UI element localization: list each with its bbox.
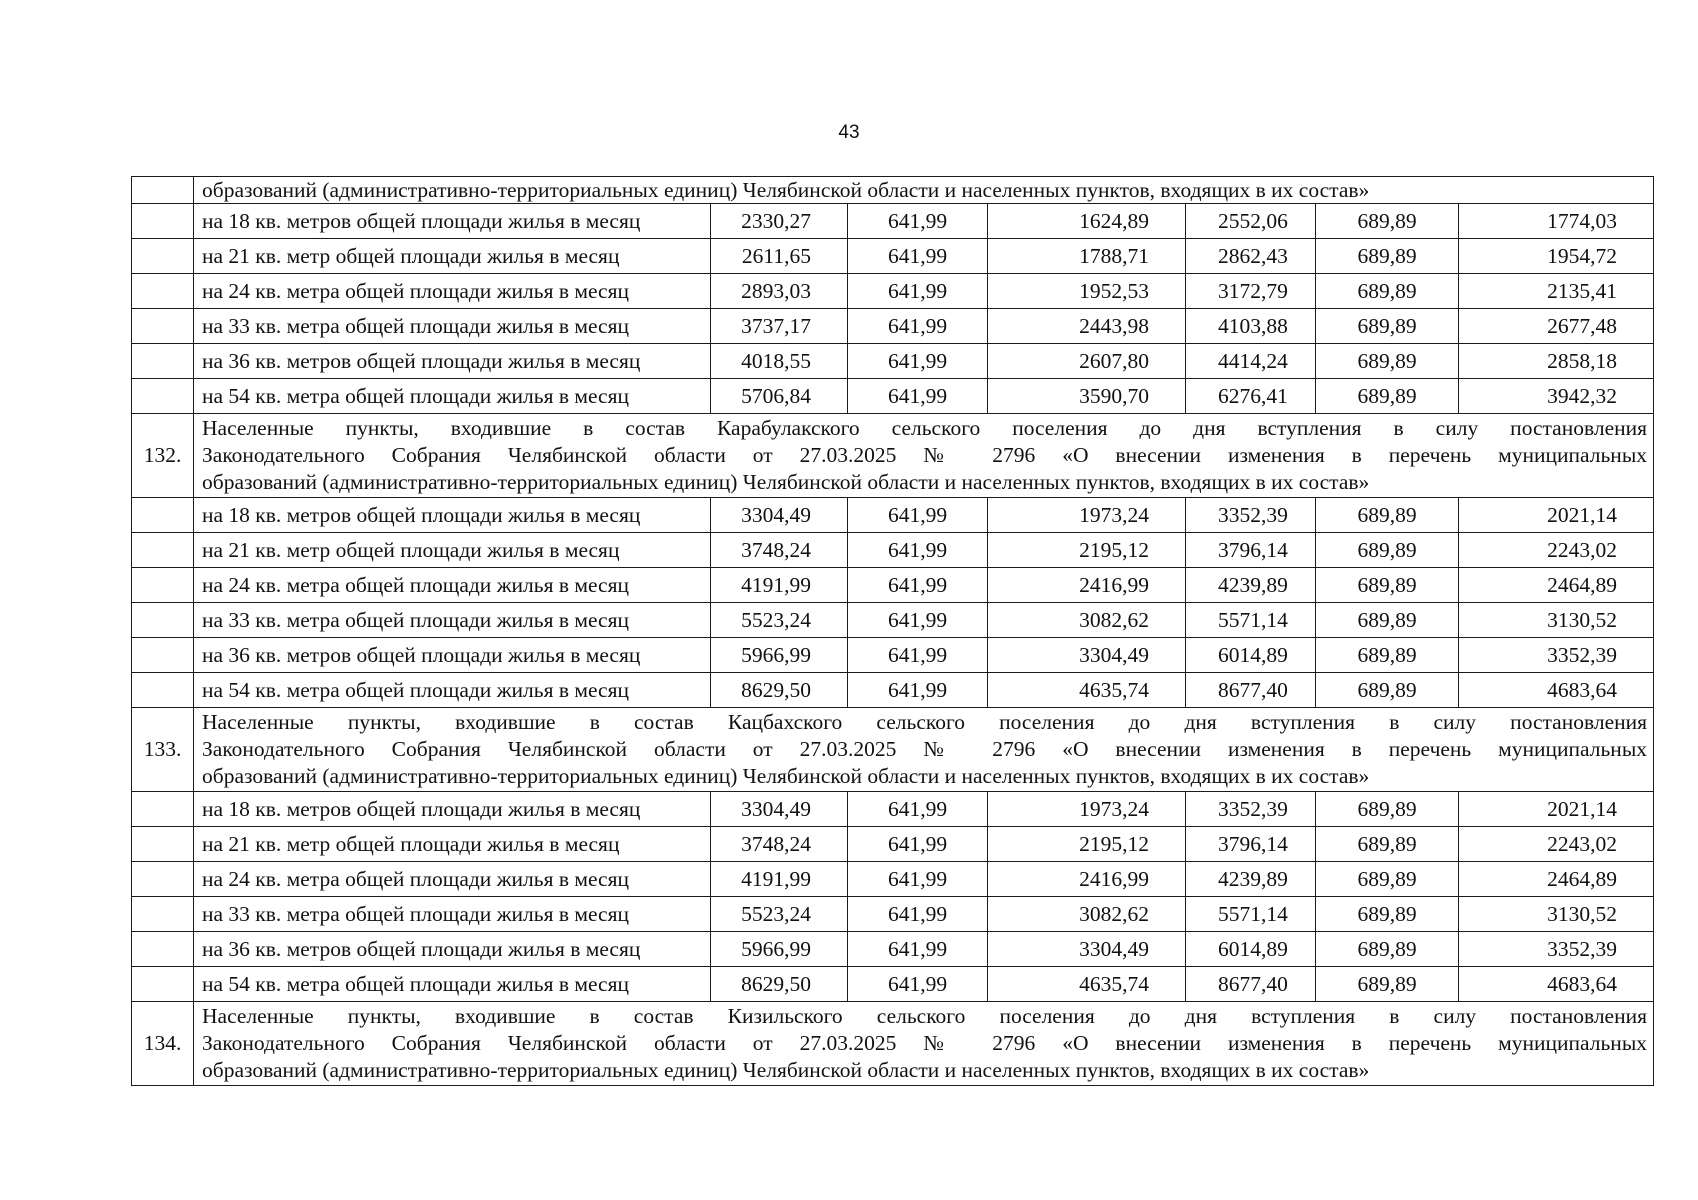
value-cell: 1973,24 xyxy=(988,792,1186,827)
value-cell: 689,89 xyxy=(1316,792,1459,827)
value-cell: 689,89 xyxy=(1316,344,1459,379)
row-index-cell xyxy=(132,204,194,239)
row-index-cell xyxy=(132,533,194,568)
value-cell: 641,99 xyxy=(848,897,988,932)
value-cell: 641,99 xyxy=(848,204,988,239)
value-cell: 3737,17 xyxy=(711,309,848,344)
value-cell: 3796,14 xyxy=(1186,827,1316,862)
row-index-cell xyxy=(132,897,194,932)
value-cell: 689,89 xyxy=(1316,932,1459,967)
value-cell: 5523,24 xyxy=(711,897,848,932)
value-cell: 3352,39 xyxy=(1459,932,1654,967)
section-title-line: Населенные пункты, входившие в состав Кизильского сельского поселения до дня вступления в силу постановления xyxy=(202,1004,1648,1028)
table-row xyxy=(132,239,1654,274)
value-cell: 641,99 xyxy=(848,498,988,533)
row-label: на 36 кв. метров общей площади жилья в месяц xyxy=(194,932,711,967)
value-cell: 3796,14 xyxy=(1186,533,1316,568)
value-cell: 5571,14 xyxy=(1186,603,1316,638)
value-cell: 2021,14 xyxy=(1459,792,1654,827)
section-title-line: образований (административно-территориальных единиц) Челябинской области и населенных пунктов, входящих в их состав» xyxy=(202,764,1370,788)
value-cell: 641,99 xyxy=(848,792,988,827)
row-index-cell xyxy=(132,309,194,344)
value-cell: 641,99 xyxy=(848,827,988,862)
page-number: 43 xyxy=(838,122,860,143)
value-cell: 641,99 xyxy=(848,274,988,309)
table-row xyxy=(132,897,1654,932)
value-cell: 5523,24 xyxy=(711,603,848,638)
row-index-cell xyxy=(132,239,194,274)
section-title-line: Законодательного Собрания Челябинской области от 27.03.2025 № 2796 «О внесении изменения в перечень муниципальных xyxy=(202,737,1648,761)
table-row xyxy=(132,862,1654,897)
value-cell: 3304,49 xyxy=(988,932,1186,967)
value-cell: 689,89 xyxy=(1316,568,1459,603)
value-cell: 689,89 xyxy=(1316,204,1459,239)
value-cell: 2677,48 xyxy=(1459,309,1654,344)
section-header-row xyxy=(132,414,1654,498)
value-cell: 641,99 xyxy=(848,239,988,274)
value-cell: 2416,99 xyxy=(988,862,1186,897)
value-cell: 5966,99 xyxy=(711,638,848,673)
value-cell: 689,89 xyxy=(1316,862,1459,897)
row-label: на 18 кв. метров общей площади жилья в месяц xyxy=(194,204,711,239)
row-label: на 18 кв. метров общей площади жилья в месяц xyxy=(194,792,711,827)
value-cell: 4018,55 xyxy=(711,344,848,379)
row-index-cell xyxy=(132,274,194,309)
row-index-cell xyxy=(132,792,194,827)
row-index-cell xyxy=(132,498,194,533)
row-index-cell xyxy=(132,603,194,638)
value-cell: 4635,74 xyxy=(988,673,1186,708)
value-cell: 3942,32 xyxy=(1459,379,1654,414)
value-cell: 4414,24 xyxy=(1186,344,1316,379)
row-index-cell xyxy=(132,344,194,379)
value-cell: 8677,40 xyxy=(1186,967,1316,1002)
table-row xyxy=(132,603,1654,638)
row-label: на 21 кв. метр общей площади жилья в месяц xyxy=(194,827,711,862)
table-row xyxy=(132,533,1654,568)
value-cell: 3130,52 xyxy=(1459,897,1654,932)
row-index-cell xyxy=(132,967,194,1002)
row-index-cell xyxy=(132,379,194,414)
value-cell: 1954,72 xyxy=(1459,239,1654,274)
value-cell: 2443,98 xyxy=(988,309,1186,344)
section-header-row xyxy=(132,1002,1654,1086)
section-index: 134. xyxy=(132,1002,194,1086)
value-cell: 6014,89 xyxy=(1186,932,1316,967)
value-cell: 2135,41 xyxy=(1459,274,1654,309)
value-cell: 3304,49 xyxy=(711,792,848,827)
value-cell: 2021,14 xyxy=(1459,498,1654,533)
row-index-cell xyxy=(132,638,194,673)
value-cell: 3130,52 xyxy=(1459,603,1654,638)
row-index-cell xyxy=(132,177,194,204)
value-cell: 689,89 xyxy=(1316,603,1459,638)
section-header-row xyxy=(132,708,1654,792)
table-row xyxy=(132,967,1654,1002)
section-title-line: Законодательного Собрания Челябинской области от 27.03.2025 № 2796 «О внесении изменения в перечень муниципальных xyxy=(202,443,1648,467)
section-title-line: Законодательного Собрания Челябинской области от 27.03.2025 № 2796 «О внесении изменения в перечень муниципальных xyxy=(202,1031,1648,1055)
row-label: на 21 кв. метр общей площади жилья в месяц xyxy=(194,533,711,568)
value-cell: 689,89 xyxy=(1316,379,1459,414)
value-cell: 641,99 xyxy=(848,309,988,344)
table-row xyxy=(132,274,1654,309)
table-row xyxy=(132,673,1654,708)
value-cell: 5571,14 xyxy=(1186,897,1316,932)
value-cell: 4103,88 xyxy=(1186,309,1316,344)
value-cell: 1788,71 xyxy=(988,239,1186,274)
value-cell: 2858,18 xyxy=(1459,344,1654,379)
table-row xyxy=(132,792,1654,827)
row-label: на 33 кв. метра общей площади жилья в месяц xyxy=(194,897,711,932)
value-cell: 2611,65 xyxy=(711,239,848,274)
value-cell: 641,99 xyxy=(848,673,988,708)
value-cell: 689,89 xyxy=(1316,533,1459,568)
value-cell: 5966,99 xyxy=(711,932,848,967)
table-row xyxy=(132,498,1654,533)
table-row xyxy=(132,204,1654,239)
value-cell: 5706,84 xyxy=(711,379,848,414)
row-index-cell xyxy=(132,862,194,897)
table-row xyxy=(132,932,1654,967)
value-cell: 689,89 xyxy=(1316,967,1459,1002)
value-cell: 3304,49 xyxy=(988,638,1186,673)
row-label: на 24 кв. метра общей площади жилья в месяц xyxy=(194,274,711,309)
value-cell: 4191,99 xyxy=(711,568,848,603)
value-cell: 641,99 xyxy=(848,379,988,414)
section-title-line: образований (административно-территориальных единиц) Челябинской области и населенных пунктов, входящих в их состав» xyxy=(202,1058,1370,1082)
value-cell: 3304,49 xyxy=(711,498,848,533)
row-index-cell xyxy=(132,673,194,708)
value-cell: 641,99 xyxy=(848,967,988,1002)
value-cell: 8629,50 xyxy=(711,967,848,1002)
section-index: 132. xyxy=(132,414,194,498)
table-row xyxy=(132,344,1654,379)
table-row xyxy=(132,309,1654,344)
table-body xyxy=(132,177,1654,1086)
value-cell: 641,99 xyxy=(848,932,988,967)
table-row xyxy=(132,638,1654,673)
value-cell: 1624,89 xyxy=(988,204,1186,239)
continuation-row xyxy=(132,177,1654,204)
value-cell: 641,99 xyxy=(848,638,988,673)
value-cell: 2195,12 xyxy=(988,827,1186,862)
value-cell: 3082,62 xyxy=(988,603,1186,638)
value-cell: 6276,41 xyxy=(1186,379,1316,414)
value-cell: 1952,53 xyxy=(988,274,1186,309)
row-label: на 36 кв. метров общей площади жилья в месяц xyxy=(194,638,711,673)
table-row xyxy=(132,568,1654,603)
value-cell: 4191,99 xyxy=(711,862,848,897)
value-cell: 689,89 xyxy=(1316,638,1459,673)
row-label: на 54 кв. метра общей площади жилья в месяц xyxy=(194,673,711,708)
row-label: на 33 кв. метра общей площади жилья в месяц xyxy=(194,309,711,344)
value-cell: 2464,89 xyxy=(1459,568,1654,603)
value-cell: 641,99 xyxy=(848,344,988,379)
value-cell: 2607,80 xyxy=(988,344,1186,379)
section-title-line: Населенные пункты, входившие в состав Кацбахского сельского поселения до дня вступления в силу постановления xyxy=(202,710,1648,734)
tariff-table xyxy=(131,176,1654,1086)
value-cell: 689,89 xyxy=(1316,239,1459,274)
row-label: на 24 кв. метра общей площади жилья в месяц xyxy=(194,862,711,897)
value-cell: 2464,89 xyxy=(1459,862,1654,897)
value-cell: 641,99 xyxy=(848,862,988,897)
value-cell: 2243,02 xyxy=(1459,827,1654,862)
row-label: на 54 кв. метра общей площади жилья в месяц xyxy=(194,379,711,414)
row-label: на 18 кв. метров общей площади жилья в месяц xyxy=(194,498,711,533)
value-cell: 3590,70 xyxy=(988,379,1186,414)
value-cell: 8677,40 xyxy=(1186,673,1316,708)
value-cell: 2893,03 xyxy=(711,274,848,309)
row-index-cell xyxy=(132,827,194,862)
value-cell: 689,89 xyxy=(1316,274,1459,309)
value-cell: 3352,39 xyxy=(1186,498,1316,533)
value-cell: 641,99 xyxy=(848,533,988,568)
row-label: на 24 кв. метра общей площади жилья в месяц xyxy=(194,568,711,603)
value-cell: 689,89 xyxy=(1316,673,1459,708)
section-title-line: образований (административно-территориальных единиц) Челябинской области и населенных пунктов, входящих в их состав» xyxy=(202,470,1370,494)
table-row xyxy=(132,827,1654,862)
row-index-cell xyxy=(132,568,194,603)
continuation-text: образований (административно-территориальных единиц) Челябинской области и населенных пунктов, входящих в их состав» xyxy=(194,177,1654,204)
table-row xyxy=(132,379,1654,414)
value-cell: 3352,39 xyxy=(1186,792,1316,827)
value-cell: 2862,43 xyxy=(1186,239,1316,274)
value-cell: 3172,79 xyxy=(1186,274,1316,309)
row-label: на 33 кв. метра общей площади жилья в месяц xyxy=(194,603,711,638)
value-cell: 4683,64 xyxy=(1459,967,1654,1002)
value-cell: 689,89 xyxy=(1316,897,1459,932)
value-cell: 4239,89 xyxy=(1186,862,1316,897)
value-cell: 1973,24 xyxy=(988,498,1186,533)
row-label: на 21 кв. метр общей площади жилья в месяц xyxy=(194,239,711,274)
section-title xyxy=(194,1002,1654,1086)
row-label: на 36 кв. метров общей площади жилья в месяц xyxy=(194,344,711,379)
row-index-cell xyxy=(132,932,194,967)
value-cell: 3748,24 xyxy=(711,533,848,568)
value-cell: 4239,89 xyxy=(1186,568,1316,603)
value-cell: 8629,50 xyxy=(711,673,848,708)
section-title xyxy=(194,708,1654,792)
value-cell: 689,89 xyxy=(1316,498,1459,533)
section-title xyxy=(194,414,1654,498)
value-cell: 1774,03 xyxy=(1459,204,1654,239)
row-label: на 54 кв. метра общей площади жилья в месяц xyxy=(194,967,711,1002)
value-cell: 3082,62 xyxy=(988,897,1186,932)
value-cell: 6014,89 xyxy=(1186,638,1316,673)
section-index: 133. xyxy=(132,708,194,792)
value-cell: 2195,12 xyxy=(988,533,1186,568)
section-title-line: Населенные пункты, входившие в состав Карабулакского сельского поселения до дня вступления в силу постановления xyxy=(202,416,1648,440)
value-cell: 689,89 xyxy=(1316,827,1459,862)
value-cell: 3748,24 xyxy=(711,827,848,862)
value-cell: 4635,74 xyxy=(988,967,1186,1002)
value-cell: 641,99 xyxy=(848,568,988,603)
value-cell: 4683,64 xyxy=(1459,673,1654,708)
value-cell: 689,89 xyxy=(1316,309,1459,344)
value-cell: 2552,06 xyxy=(1186,204,1316,239)
value-cell: 3352,39 xyxy=(1459,638,1654,673)
value-cell: 2416,99 xyxy=(988,568,1186,603)
value-cell: 2330,27 xyxy=(711,204,848,239)
value-cell: 641,99 xyxy=(848,603,988,638)
value-cell: 2243,02 xyxy=(1459,533,1654,568)
